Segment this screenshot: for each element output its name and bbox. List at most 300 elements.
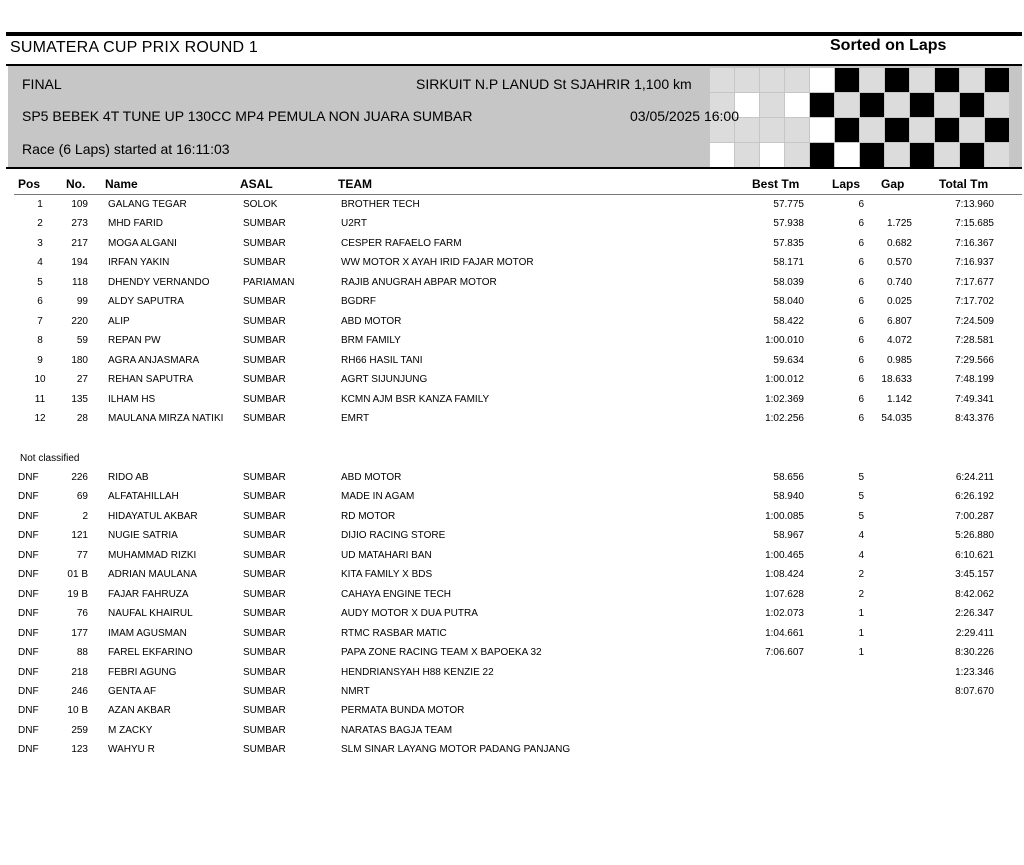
flag-square xyxy=(910,68,934,92)
flag-square xyxy=(935,118,959,142)
cell-no: 220 xyxy=(71,315,88,327)
cell-name: AGRA ANJASMARA xyxy=(108,354,200,366)
cell-team: NARATAS BAGJA TEAM xyxy=(341,724,453,736)
cell-laps: 6 xyxy=(858,237,864,249)
flag-square xyxy=(785,118,809,142)
cell-no: 69 xyxy=(76,491,88,503)
cell-laps: 6 xyxy=(858,257,864,269)
cell-pos: DNF xyxy=(18,569,39,581)
cell-laps: 6 xyxy=(858,393,864,405)
cell-name: GENTA AF xyxy=(108,685,157,697)
cell-best: 59.634 xyxy=(773,354,804,366)
cell-name: ADRIAN MAULANA xyxy=(108,569,197,581)
flag-square xyxy=(985,143,1009,167)
cell-pos: DNF xyxy=(18,491,39,503)
cell-no: 180 xyxy=(71,354,88,366)
cell-team: RAJIB ANUGRAH ABPAR MOTOR xyxy=(341,276,497,288)
table-row xyxy=(0,335,1024,354)
cell-asal: PARIAMAN xyxy=(243,276,295,288)
flag-square xyxy=(860,118,884,142)
cell-name: DHENDY VERNANDO xyxy=(108,276,210,288)
cell-pos: 4 xyxy=(37,257,43,269)
flag-square xyxy=(960,93,984,117)
cell-team: CAHAYA ENGINE TECH xyxy=(341,588,452,600)
cell-team: MADE IN AGAM xyxy=(341,491,415,503)
cell-best: 1:00.010 xyxy=(765,335,804,347)
cell-name: ILHAM HS xyxy=(108,393,156,405)
flag-square xyxy=(835,93,859,117)
cell-team: AUDY MOTOR X DUA PUTRA xyxy=(341,608,478,620)
cell-total: 2:26.347 xyxy=(955,608,994,620)
cell-pos: DNF xyxy=(18,530,39,542)
cell-total: 7:24.509 xyxy=(955,315,994,327)
cell-name: NUGIE SATRIA xyxy=(108,530,178,542)
cell-total: 7:17.677 xyxy=(955,276,994,288)
flag-square xyxy=(760,118,784,142)
cell-total: 8:30.226 xyxy=(955,647,994,659)
cell-total: 5:26.880 xyxy=(955,530,994,542)
cell-gap: 18.633 xyxy=(881,374,912,386)
table-row xyxy=(0,413,1024,432)
cell-laps: 2 xyxy=(858,569,864,581)
cell-laps: 6 xyxy=(858,218,864,230)
race-info-band xyxy=(8,66,1022,168)
cell-pos: 9 xyxy=(37,354,43,366)
cell-team: RTMC RASBAR MATIC xyxy=(341,627,447,639)
cell-name: IMAM AGUSMAN xyxy=(108,627,187,639)
cell-team: KCMN AJM BSR KANZA FAMILY xyxy=(341,393,490,405)
cell-no: 27 xyxy=(76,374,88,386)
cell-gap: 0.740 xyxy=(886,276,912,288)
cell-no: 246 xyxy=(71,685,88,697)
flag-square xyxy=(785,93,809,117)
cell-name: REPAN PW xyxy=(108,335,161,347)
cell-no: 226 xyxy=(71,472,88,483)
circuit-label: SIRKUIT N.P LANUD St SJAHRIR 1,100 km xyxy=(416,76,692,92)
table-row xyxy=(0,608,1024,627)
cell-team: NMRT xyxy=(341,685,370,697)
cell-asal: SUMBAR xyxy=(243,685,286,697)
flag-square xyxy=(860,68,884,92)
table-row xyxy=(0,472,1024,491)
cell-team: BRM FAMILY xyxy=(341,335,401,347)
table-row xyxy=(0,199,1024,218)
cell-total: 3:45.157 xyxy=(955,569,994,581)
cell-asal: SUMBAR xyxy=(243,510,286,522)
cell-team: U2RT xyxy=(341,218,367,230)
cell-best: 1:02.073 xyxy=(765,608,804,620)
top-rule xyxy=(6,32,1022,36)
cell-laps: 6 xyxy=(858,296,864,308)
cell-asal: SUMBAR xyxy=(243,296,286,308)
cell-asal: SUMBAR xyxy=(243,744,286,756)
cell-total: 7:16.937 xyxy=(955,257,994,269)
cell-team: UD MATAHARI BAN xyxy=(341,549,432,561)
band-bottom-rule xyxy=(6,167,1022,169)
cell-total: 7:15.685 xyxy=(955,218,994,230)
cell-team: CESPER RAFAELO FARM xyxy=(341,237,462,249)
cell-best: 58.940 xyxy=(773,491,804,503)
cell-gap: 0.025 xyxy=(886,296,912,308)
flag-square xyxy=(935,93,959,117)
cell-laps: 5 xyxy=(858,510,864,522)
cell-laps: 1 xyxy=(858,647,864,659)
table-row xyxy=(0,316,1024,335)
cell-gap: 0.985 xyxy=(886,354,912,366)
cell-gap: 54.035 xyxy=(881,412,912,424)
checkered-flag xyxy=(708,66,1022,168)
table-row xyxy=(0,744,1024,763)
cell-best: 1:00.465 xyxy=(765,549,804,561)
cell-total: 8:42.062 xyxy=(955,588,994,600)
flag-square xyxy=(885,93,909,117)
cell-pos: DNF xyxy=(18,608,39,620)
cell-pos: 10 xyxy=(34,374,46,386)
sort-label: Sorted on Laps xyxy=(830,37,947,54)
cell-total: 8:43.376 xyxy=(955,412,994,424)
cell-gap: 1.725 xyxy=(886,218,912,230)
col-header-pos: Pos xyxy=(18,177,41,191)
cell-asal: SUMBAR xyxy=(243,393,286,405)
table-row xyxy=(0,277,1024,296)
cell-pos: 11 xyxy=(34,393,46,405)
cell-best: 57.835 xyxy=(773,237,804,249)
cell-asal: SUMBAR xyxy=(243,472,286,483)
flag-square xyxy=(760,68,784,92)
cell-total: 7:48.199 xyxy=(955,374,994,386)
cell-no: 109 xyxy=(71,199,88,210)
flag-square xyxy=(910,143,934,167)
table-row xyxy=(0,725,1024,744)
cell-pos: DNF xyxy=(18,472,39,483)
cell-no: 2 xyxy=(82,510,88,522)
table-row xyxy=(0,511,1024,530)
cell-no: 10 B xyxy=(67,705,88,717)
cell-total: 7:49.341 xyxy=(955,393,994,405)
cell-no: 88 xyxy=(76,647,88,659)
cell-name: MAULANA MIRZA NATIKI xyxy=(108,412,224,424)
cell-asal: SUMBAR xyxy=(243,724,286,736)
cell-best: 58.039 xyxy=(773,276,804,288)
cell-best: 58.040 xyxy=(773,296,804,308)
cell-asal: SUMBAR xyxy=(243,491,286,503)
cell-no: 19 B xyxy=(67,588,88,600)
cell-pos: 2 xyxy=(37,218,43,230)
cell-total: 7:28.581 xyxy=(955,335,994,347)
table-row xyxy=(0,491,1024,510)
cell-pos: 7 xyxy=(37,315,43,327)
cell-total: 7:16.367 xyxy=(955,237,994,249)
cell-name: MUHAMMAD RIZKI xyxy=(108,549,197,561)
flag-square xyxy=(885,143,909,167)
cell-total: 8:07.670 xyxy=(955,685,994,697)
cell-total: 6:10.621 xyxy=(955,549,994,561)
cell-name: REHAN SAPUTRA xyxy=(108,374,194,386)
race-datetime: 03/05/2025 16:00 xyxy=(630,108,739,124)
table-row xyxy=(0,628,1024,647)
cell-pos: DNF xyxy=(18,724,39,736)
cell-best: 58.422 xyxy=(773,315,804,327)
cell-pos: DNF xyxy=(18,647,39,659)
flag-square xyxy=(760,143,784,167)
cell-asal: SUMBAR xyxy=(243,374,286,386)
table-row xyxy=(0,238,1024,257)
cell-asal: SUMBAR xyxy=(243,627,286,639)
cell-no: 217 xyxy=(71,237,88,249)
flag-square xyxy=(860,143,884,167)
cell-team: HENDRIANSYAH H88 KENZIE 22 xyxy=(341,666,494,678)
cell-name: MHD FARID xyxy=(108,218,163,230)
cell-gap: 0.570 xyxy=(886,257,912,269)
cell-gap: 4.072 xyxy=(886,335,912,347)
cell-no: 194 xyxy=(71,257,88,269)
cell-name: MOGA ALGANI xyxy=(108,237,177,249)
cell-best: 1:00.085 xyxy=(765,510,804,522)
race-start-label: Race (6 Laps) started at 16:11:03 xyxy=(22,141,230,157)
cell-total: 1:23.346 xyxy=(955,666,994,678)
cell-no: 01 B xyxy=(67,569,88,581)
cell-laps: 5 xyxy=(858,491,864,503)
flag-square xyxy=(810,93,834,117)
cell-no: 77 xyxy=(76,549,88,561)
col-header-laps: Laps xyxy=(832,177,861,191)
flag-square xyxy=(735,68,759,92)
cell-best: 1:07.628 xyxy=(765,588,804,600)
cell-pos: DNF xyxy=(18,685,39,697)
cell-laps: 5 xyxy=(858,472,864,483)
cell-team: PERMATA BUNDA MOTOR xyxy=(341,705,465,717)
table-row xyxy=(0,667,1024,686)
cell-asal: SUMBAR xyxy=(243,237,286,249)
cell-asal: SUMBAR xyxy=(243,666,286,678)
cell-laps: 6 xyxy=(858,412,864,424)
flag-square xyxy=(985,118,1009,142)
table-row xyxy=(0,374,1024,393)
cell-no: 76 xyxy=(76,608,88,620)
cell-name: GALANG TEGAR xyxy=(108,199,187,210)
cell-laps: 1 xyxy=(858,608,864,620)
cell-team: PAPA ZONE RACING TEAM X BAPOEKA 32 xyxy=(341,647,542,659)
col-header-total: Total Tm xyxy=(939,177,989,191)
cell-no: 177 xyxy=(71,627,88,639)
cell-no: 218 xyxy=(71,666,88,678)
cell-total: 6:26.192 xyxy=(955,491,994,503)
flag-square xyxy=(710,68,734,92)
cell-total: 7:13.960 xyxy=(955,199,994,210)
cell-asal: SUMBAR xyxy=(243,257,286,269)
cell-name: RIDO AB xyxy=(108,472,149,483)
table-row xyxy=(0,686,1024,705)
flag-square xyxy=(760,93,784,117)
cell-no: 118 xyxy=(72,276,88,288)
flag-square xyxy=(860,93,884,117)
cell-asal: SOLOK xyxy=(243,199,278,210)
cell-gap: 1.142 xyxy=(886,393,912,405)
cell-asal: SUMBAR xyxy=(243,569,286,581)
cell-no: 123 xyxy=(71,744,88,756)
cell-team: EMRT xyxy=(341,412,370,424)
cell-laps: 4 xyxy=(858,530,864,542)
page-title: SUMATERA CUP PRIX ROUND 1 xyxy=(10,39,259,56)
flag-square xyxy=(960,118,984,142)
table-row xyxy=(0,569,1024,588)
cell-no: 273 xyxy=(71,218,88,230)
col-header-name: Name xyxy=(105,177,138,191)
cell-best: 58.656 xyxy=(773,472,804,483)
cell-name: ALFATAHILLAH xyxy=(108,491,179,503)
col-header-asal: ASAL xyxy=(240,177,273,191)
cell-asal: SUMBAR xyxy=(243,218,286,230)
cell-asal: SUMBAR xyxy=(243,588,286,600)
cell-pos: DNF xyxy=(18,666,39,678)
flag-square xyxy=(985,68,1009,92)
cell-asal: SUMBAR xyxy=(243,608,286,620)
cell-team: RD MOTOR xyxy=(341,510,396,522)
cell-no: 59 xyxy=(76,335,88,347)
table-row xyxy=(0,355,1024,374)
cell-total: 7:00.287 xyxy=(955,510,994,522)
flag-square xyxy=(910,118,934,142)
cell-laps: 6 xyxy=(858,199,864,210)
table-row xyxy=(0,394,1024,413)
table-row xyxy=(0,550,1024,569)
cell-total: 6:24.211 xyxy=(955,472,994,483)
cell-no: 28 xyxy=(76,412,88,424)
table-row xyxy=(0,218,1024,237)
cell-name: ALDY SAPUTRA xyxy=(108,296,184,308)
cell-gap: 0.682 xyxy=(886,237,912,249)
cell-team: ABD MOTOR xyxy=(341,315,402,327)
not-classified-label: Not classified xyxy=(20,453,80,464)
cell-best: 1:00.012 xyxy=(765,374,804,386)
flag-square xyxy=(835,68,859,92)
cell-pos: DNF xyxy=(18,705,39,717)
cell-pos: 5 xyxy=(37,276,43,288)
col-header-best: Best Tm xyxy=(752,177,800,191)
col-header-team: TEAM xyxy=(338,177,372,191)
cell-team: ABD MOTOR xyxy=(341,472,402,483)
table-row xyxy=(0,647,1024,666)
cell-pos: DNF xyxy=(18,510,39,522)
cell-team: RH66 HASIL TANI xyxy=(341,354,423,366)
flag-square xyxy=(885,118,909,142)
flag-square xyxy=(710,143,734,167)
flag-square xyxy=(835,143,859,167)
cell-team: SLM SINAR LAYANG MOTOR PADANG PANJANG xyxy=(341,744,571,756)
cell-team: BROTHER TECH xyxy=(341,199,420,210)
cell-total: 7:17.702 xyxy=(955,296,994,308)
header-rule xyxy=(14,194,1022,195)
cell-pos: 3 xyxy=(37,237,43,249)
cell-gap: 6.807 xyxy=(886,315,912,327)
cell-best: 58.967 xyxy=(773,530,804,542)
cell-team: BGDRF xyxy=(341,296,376,308)
flag-square xyxy=(810,118,834,142)
cell-laps: 6 xyxy=(858,354,864,366)
cell-pos: 1 xyxy=(37,199,43,210)
cell-laps: 4 xyxy=(858,549,864,561)
cell-laps: 6 xyxy=(858,374,864,386)
cell-best: 1:08.424 xyxy=(765,569,804,581)
cell-laps: 1 xyxy=(858,627,864,639)
cell-asal: SUMBAR xyxy=(243,530,286,542)
flag-square xyxy=(835,118,859,142)
table-row xyxy=(0,296,1024,315)
flag-square xyxy=(985,93,1009,117)
flag-square xyxy=(935,143,959,167)
flag-square xyxy=(910,93,934,117)
table-row xyxy=(0,530,1024,549)
flag-square xyxy=(810,68,834,92)
flag-square xyxy=(960,143,984,167)
cell-name: AZAN AKBAR xyxy=(108,705,171,717)
flag-square xyxy=(810,143,834,167)
table-row xyxy=(0,589,1024,608)
cell-name: WAHYU R xyxy=(108,744,155,756)
cell-asal: SUMBAR xyxy=(243,647,286,659)
cell-name: FEBRI AGUNG xyxy=(108,666,177,678)
cell-laps: 6 xyxy=(858,276,864,288)
cell-no: 135 xyxy=(71,393,88,405)
session-label: FINAL xyxy=(22,76,62,92)
cell-total: 2:29.411 xyxy=(955,627,994,639)
cell-asal: SUMBAR xyxy=(243,335,286,347)
cell-asal: SUMBAR xyxy=(243,549,286,561)
cell-no: 99 xyxy=(76,296,88,308)
class-label: SP5 BEBEK 4T TUNE UP 130CC MP4 PEMULA NON JUARA SUMBAR xyxy=(22,108,473,124)
cell-pos: DNF xyxy=(18,588,39,600)
cell-name: IRFAN YAKIN xyxy=(108,257,170,269)
cell-best: 58.171 xyxy=(773,257,804,269)
cell-asal: SUMBAR xyxy=(243,354,286,366)
cell-pos: 12 xyxy=(34,412,46,424)
cell-name: HIDAYATUL AKBAR xyxy=(108,510,198,522)
cell-pos: DNF xyxy=(18,744,39,756)
cell-laps: 2 xyxy=(858,588,864,600)
cell-name: NAUFAL KHAIRUL xyxy=(108,608,193,620)
cell-team: AGRT SIJUNJUNG xyxy=(341,374,428,386)
flag-square xyxy=(785,143,809,167)
cell-laps: 6 xyxy=(858,315,864,327)
cell-asal: SUMBAR xyxy=(243,315,286,327)
col-header-no: No. xyxy=(66,177,86,191)
cell-laps: 6 xyxy=(858,335,864,347)
flag-square xyxy=(885,68,909,92)
table-row xyxy=(0,705,1024,724)
cell-best: 1:04.661 xyxy=(765,627,804,639)
cell-team: WW MOTOR X AYAH IRID FAJAR MOTOR xyxy=(341,257,534,269)
cell-name: FAJAR FAHRUZA xyxy=(108,588,189,600)
cell-best: 57.938 xyxy=(773,218,804,230)
cell-team: KITA FAMILY X BDS xyxy=(341,569,433,581)
cell-best: 1:02.369 xyxy=(765,393,804,405)
col-header-gap: Gap xyxy=(881,177,905,191)
cell-pos: 8 xyxy=(37,335,43,347)
flag-square xyxy=(735,143,759,167)
cell-asal: SUMBAR xyxy=(243,705,286,717)
cell-name: M ZACKY xyxy=(108,724,153,736)
cell-best: 7:06.607 xyxy=(765,647,804,659)
cell-pos: DNF xyxy=(18,549,39,561)
cell-asal: SUMBAR xyxy=(243,412,286,424)
cell-total: 7:29.566 xyxy=(955,354,994,366)
flag-square xyxy=(935,68,959,92)
flag-square xyxy=(785,68,809,92)
cell-pos: 6 xyxy=(37,296,43,308)
cell-name: FAREL EKFARINO xyxy=(108,647,193,659)
flag-square xyxy=(960,68,984,92)
cell-no: 121 xyxy=(71,530,88,542)
